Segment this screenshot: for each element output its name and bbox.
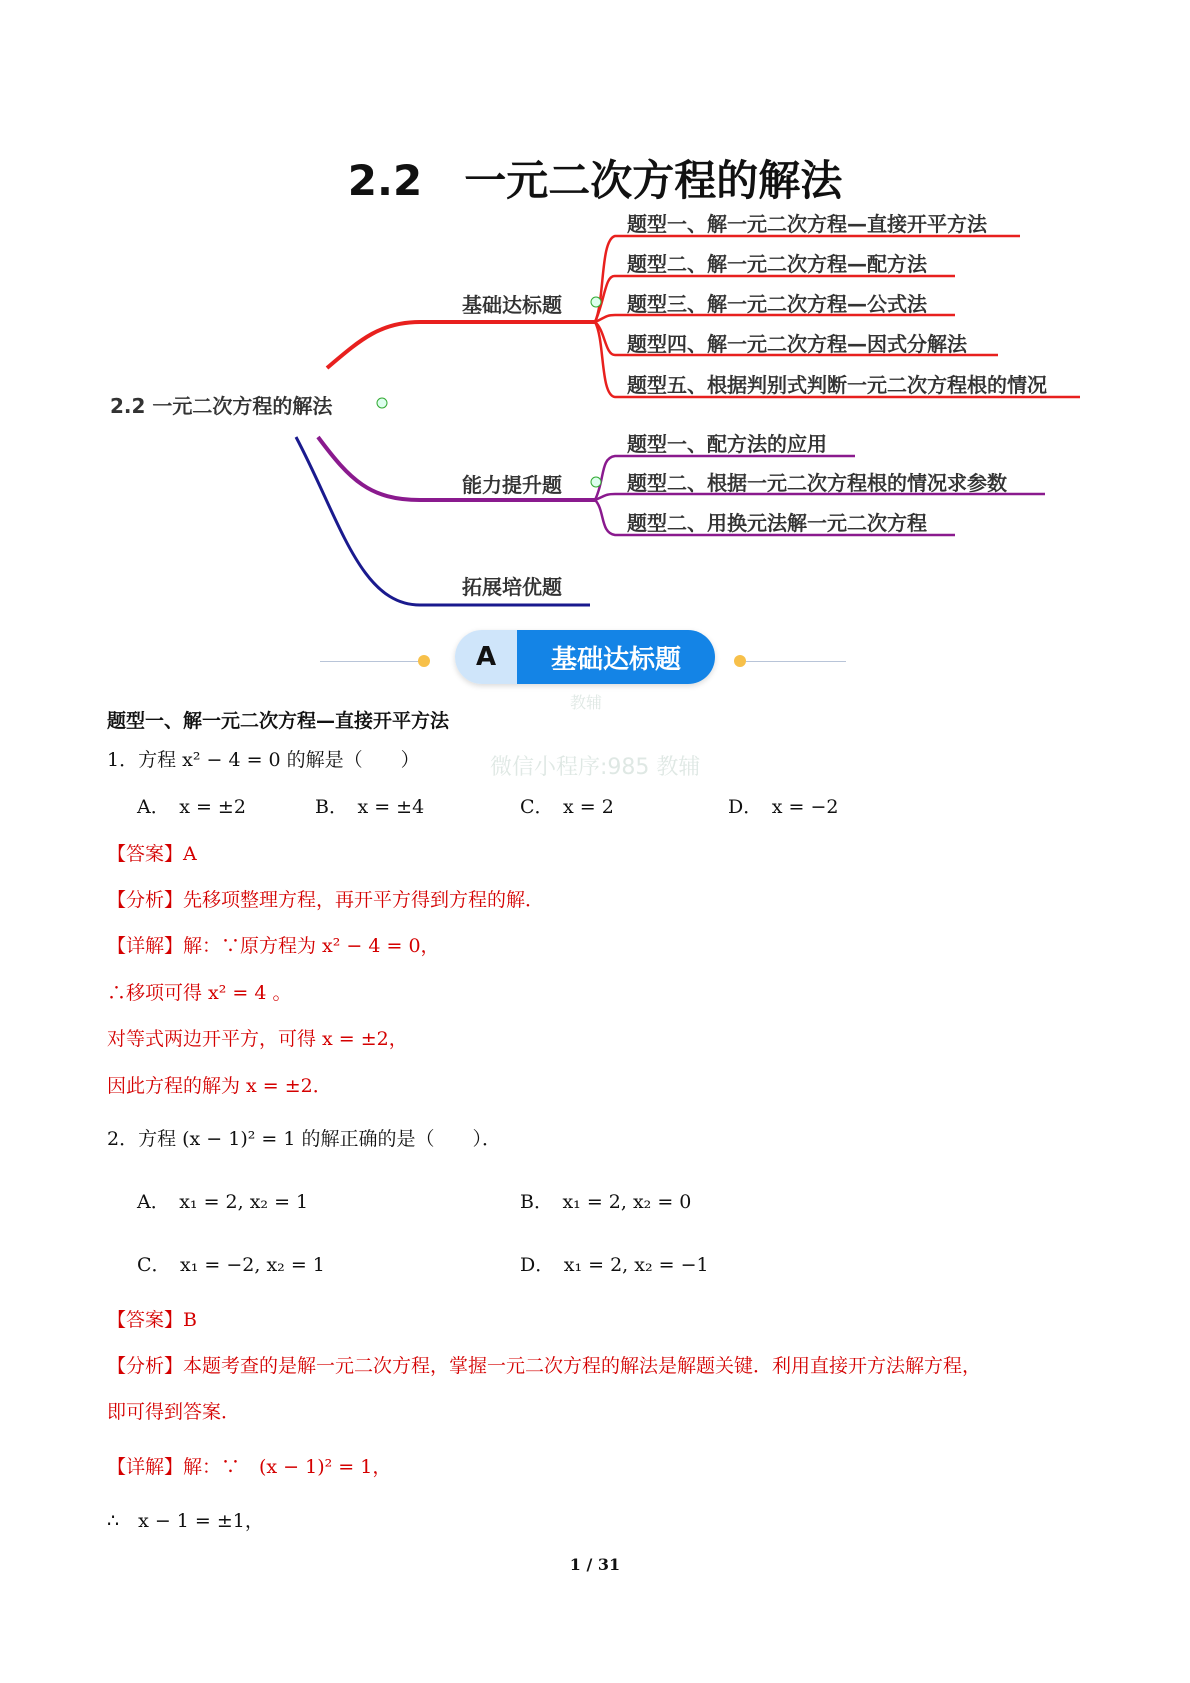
question-2-stem: 2．方程 (x − 1)² = 1 的解正确的是（ ）． bbox=[107, 1128, 502, 1150]
q1-detail: 对等式两边开平方，可得 x = ±2， bbox=[107, 1028, 408, 1050]
section-heading: 题型一、解一元二次方程—直接开平方法 bbox=[107, 710, 450, 732]
q1-analysis: 【分析】先移项整理方程，再开平方得到方程的解． bbox=[107, 889, 545, 911]
collapse-icon bbox=[377, 398, 387, 408]
page-number: 1 / 31 bbox=[569, 1555, 621, 1574]
mindmap-item: 题型二、根据一元二次方程根的情况求参数 bbox=[627, 471, 1007, 495]
mindmap-item: 题型一、配方法的应用 bbox=[627, 432, 827, 456]
mindmap-branch: 拓展培优题 bbox=[462, 575, 562, 599]
q2-analysis: 【分析】本题考查的是解一元二次方程，掌握一元二次方程的解法是解题关键．利用直接开方法解方程， bbox=[107, 1355, 982, 1377]
q2-detail: 【详解】解：∵ (x − 1)² = 1， bbox=[107, 1456, 392, 1478]
q1-option-c: C． x = 2 bbox=[520, 796, 614, 818]
mindmap-item: 题型五、根据判别式判断一元二次方程根的情况 bbox=[627, 373, 1047, 397]
collapse-icon bbox=[591, 477, 601, 487]
banner-line-right bbox=[746, 661, 846, 662]
mindmap-item: 题型一、解一元二次方程—直接开平方法 bbox=[627, 212, 987, 236]
mindmap-item: 题型四、解一元二次方程—因式分解法 bbox=[627, 332, 967, 356]
banner-letter: A bbox=[455, 630, 517, 684]
q2-analysis: 即可得到答案． bbox=[107, 1401, 241, 1423]
q2-option-c: C． x₁ = −2, x₂ = 1 bbox=[137, 1254, 325, 1276]
mindmap-item: 题型三、解一元二次方程—公式法 bbox=[627, 292, 927, 316]
q2-option-a: A． x₁ = 2, x₂ = 1 bbox=[137, 1191, 309, 1213]
q2-option-d: D． x₁ = 2, x₂ = −1 bbox=[520, 1254, 709, 1276]
watermark-logo: 教辅 bbox=[570, 693, 603, 712]
q1-detail: ∴移项可得 x² = 4 。 bbox=[107, 982, 292, 1004]
mindmap-item: 题型二、用换元法解一元二次方程 bbox=[627, 511, 927, 535]
connector-basic bbox=[327, 322, 595, 368]
mindmap-root: 2.2 一元二次方程的解法 bbox=[110, 394, 333, 418]
q1-option-a: A． x = ±2 bbox=[137, 796, 246, 818]
mindmap-branch: 能力提升题 bbox=[462, 473, 562, 497]
q1-option-b: B． x = ±4 bbox=[315, 796, 425, 818]
banner-label: 基础达标题 bbox=[517, 630, 715, 684]
q1-answer: 【答案】A bbox=[107, 843, 197, 865]
section-banner bbox=[455, 630, 715, 684]
q1-option-d: D． x = −2 bbox=[728, 796, 839, 818]
page-title: 2.2 一元二次方程的解法 bbox=[347, 156, 843, 205]
mindmap-item: 题型二、解一元二次方程—配方法 bbox=[627, 252, 927, 276]
banner-dot-left bbox=[418, 655, 430, 667]
mindmap-connectors bbox=[0, 0, 1190, 620]
banner-dot-right bbox=[734, 655, 746, 667]
q1-detail: 因此方程的解为 x = ±2． bbox=[107, 1075, 332, 1097]
banner-line-left bbox=[320, 661, 420, 662]
q1-detail: 【详解】解：∵原方程为 x² − 4 = 0， bbox=[107, 935, 440, 957]
mindmap-branch: 基础达标题 bbox=[462, 293, 562, 317]
q2-answer: 【答案】B bbox=[107, 1309, 197, 1331]
collapse-icon bbox=[591, 297, 601, 307]
q2-option-b: B． x₁ = 2, x₂ = 0 bbox=[520, 1191, 692, 1213]
question-1-stem: 1．方程 x² − 4 = 0 的解是（ ） bbox=[107, 749, 420, 771]
q2-detail: ∴ x − 1 = ±1， bbox=[107, 1510, 264, 1532]
watermark-text: 微信小程序:985 教辅 bbox=[490, 755, 701, 780]
